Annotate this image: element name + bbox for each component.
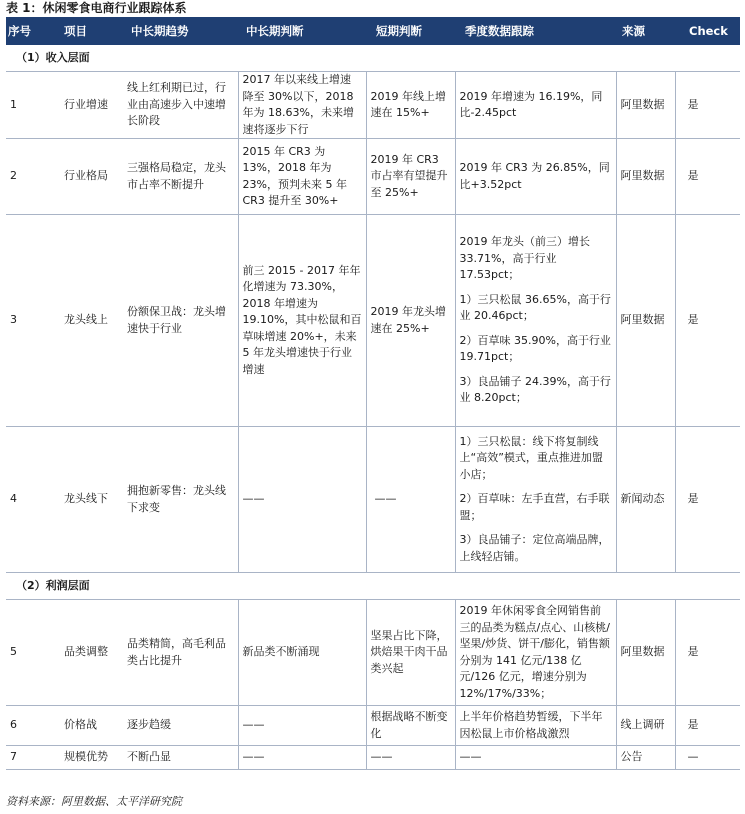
row-item: 龙头线上 xyxy=(46,215,123,427)
row-check: 是 xyxy=(675,72,740,139)
source-footnote: 资料来源：阿里数据、太平洋研究院 xyxy=(6,795,182,808)
row-trend: 线上红利期已过，行业由高速步入中速增长阶段 xyxy=(123,72,238,139)
quarter-para: 2019 年 CR3 为 26.85%，同比+3.52pct xyxy=(459,161,610,191)
quarter-para: 1）三只松鼠：线下将复制线上“高效”模式，重点推进加盟小店； xyxy=(459,434,603,481)
row-quarter xyxy=(455,215,616,427)
row-trend: 拥抱新零售：龙头线下求变 xyxy=(123,427,238,573)
table-row xyxy=(6,139,740,215)
row-source: 新闻动态 xyxy=(616,427,675,573)
row-item: 行业格局 xyxy=(46,139,123,215)
row-item: 品类调整 xyxy=(46,600,123,706)
row-check: 是 xyxy=(675,215,740,427)
row-judge: —— xyxy=(238,427,366,573)
row-source: 阿里数据 xyxy=(616,139,675,215)
row-check: 是 xyxy=(675,139,740,215)
table-title: 表 1：休闲零食电商行业跟踪体系 xyxy=(6,1,187,15)
row-quarter xyxy=(455,706,616,746)
row-judge: 2017 年以来线上增速降至 30%以下，2018 年为 18.63%，未来增速将逐步下行 xyxy=(238,72,366,139)
quarter-para: 2）百草味：左手直营，右手联盟； xyxy=(459,492,610,522)
header-row xyxy=(6,17,740,45)
row-judge: 2015 年 CR3 为 13%，2018 年为 23%，预判未来 5 年 CR3 提升至 30%+ xyxy=(238,139,366,215)
section-row xyxy=(6,573,740,600)
row-trend: 不断凸显 xyxy=(123,746,238,770)
row-trend: 逐步趋缓 xyxy=(123,706,238,746)
quarter-para: 3）良品铺子 24.39%，高于行业 8.20pct； xyxy=(459,374,611,405)
table-row xyxy=(6,746,740,770)
row-item: 规模优势 xyxy=(46,746,123,770)
row-trend: 份额保卫战：龙头增速快于行业 xyxy=(123,215,238,427)
row-no: 6 xyxy=(6,706,46,746)
quarter-para: 3）良品铺子：定位高端品牌，上线轻店铺。 xyxy=(459,533,610,563)
row-source: 线上调研 xyxy=(616,706,675,746)
section-label: （2）利润层面 xyxy=(6,573,740,600)
row-no: 3 xyxy=(6,215,46,427)
header-judge: 中长期判断 xyxy=(238,17,366,45)
row-check: 是 xyxy=(675,600,740,706)
row-no: 5 xyxy=(6,600,46,706)
header-trend: 中长期趋势 xyxy=(123,17,238,45)
quarter-para: 上半年价格趋势暂缓，下半年因松鼠上市价格战激烈 xyxy=(459,710,603,740)
row-source: 公告 xyxy=(616,746,675,770)
row-quarter xyxy=(455,746,616,770)
row-no: 1 xyxy=(6,72,46,139)
quarter-para: 2019 年增速为 16.19%，同比-2.45pct xyxy=(459,89,603,119)
row-quarter xyxy=(455,72,616,139)
row-no: 4 xyxy=(6,427,46,573)
row-short: —— xyxy=(366,427,455,573)
table-row xyxy=(6,427,740,573)
tracking-table xyxy=(6,17,740,770)
row-judge: —— xyxy=(238,746,366,770)
quarter-para: —— xyxy=(459,750,482,764)
table-row xyxy=(6,72,740,139)
table-row xyxy=(6,215,740,427)
row-check: 是 xyxy=(675,427,740,573)
header-short: 短期判断 xyxy=(366,17,455,45)
row-short: 2019 年龙头增速在 25%+ xyxy=(366,215,455,427)
table-row xyxy=(6,706,740,746)
quarter-para: 2019 年龙头（前三）增长 33.71%，高于行业 17.53pct； xyxy=(459,235,590,282)
row-quarter xyxy=(455,139,616,215)
row-short: —— xyxy=(366,746,455,770)
row-source: 阿里数据 xyxy=(616,600,675,706)
row-short: 根据战略不断变化 xyxy=(366,706,455,746)
quarter-para: 1）三只松鼠 36.65%，高于行业 20.46pct； xyxy=(459,292,611,323)
row-judge: —— xyxy=(238,706,366,746)
header-quarter: 季度数据跟踪 xyxy=(455,17,616,45)
row-short: 2019 年线上增速在 15%+ xyxy=(366,72,455,139)
table-row xyxy=(6,600,740,706)
section-row xyxy=(6,45,740,72)
row-trend: 品类精简，高毛利品类占比提升 xyxy=(123,600,238,706)
row-quarter xyxy=(455,427,616,573)
quarter-para: 2）百草味 35.90%，高于行业 19.71pct； xyxy=(459,333,611,364)
row-check: — xyxy=(675,746,740,770)
quarter-para: 2019 年休闲零食全网销售前三的品类为糕点/点心、山核桃/坚果/炒货、饼干/膨化，销售额分别为 141 亿元/138 亿元/126 亿元，增速分别为 12%/17%/33%； xyxy=(459,604,610,700)
header-check: Check xyxy=(675,17,740,45)
header-item: 项目 xyxy=(46,17,123,45)
row-item: 龙头线下 xyxy=(46,427,123,573)
row-short: 2019 年 CR3 市占率有望提升至 25%+ xyxy=(366,139,455,215)
row-check: 是 xyxy=(675,706,740,746)
row-judge: 新品类不断涌现 xyxy=(238,600,366,706)
row-source: 阿里数据 xyxy=(616,215,675,427)
header-no: 序号 xyxy=(6,17,46,45)
row-no: 2 xyxy=(6,139,46,215)
header-source: 来源 xyxy=(616,17,675,45)
row-judge: 前三 2015 - 2017 年年化增速为 73.30%，2018 年增速为 19.10%，其中松鼠和百草味增速 20%+，未来 5 年龙头增速快于行业增速 xyxy=(238,215,366,427)
row-item: 行业增速 xyxy=(46,72,123,139)
row-quarter xyxy=(455,600,616,706)
row-short: 坚果占比下降，烘焙果干肉干品类兴起 xyxy=(366,600,455,706)
row-no: 7 xyxy=(6,746,46,770)
section-label: （1）收入层面 xyxy=(6,45,740,72)
row-trend: 三强格局稳定，龙头市占率不断提升 xyxy=(123,139,238,215)
row-source: 阿里数据 xyxy=(616,72,675,139)
row-item: 价格战 xyxy=(46,706,123,746)
